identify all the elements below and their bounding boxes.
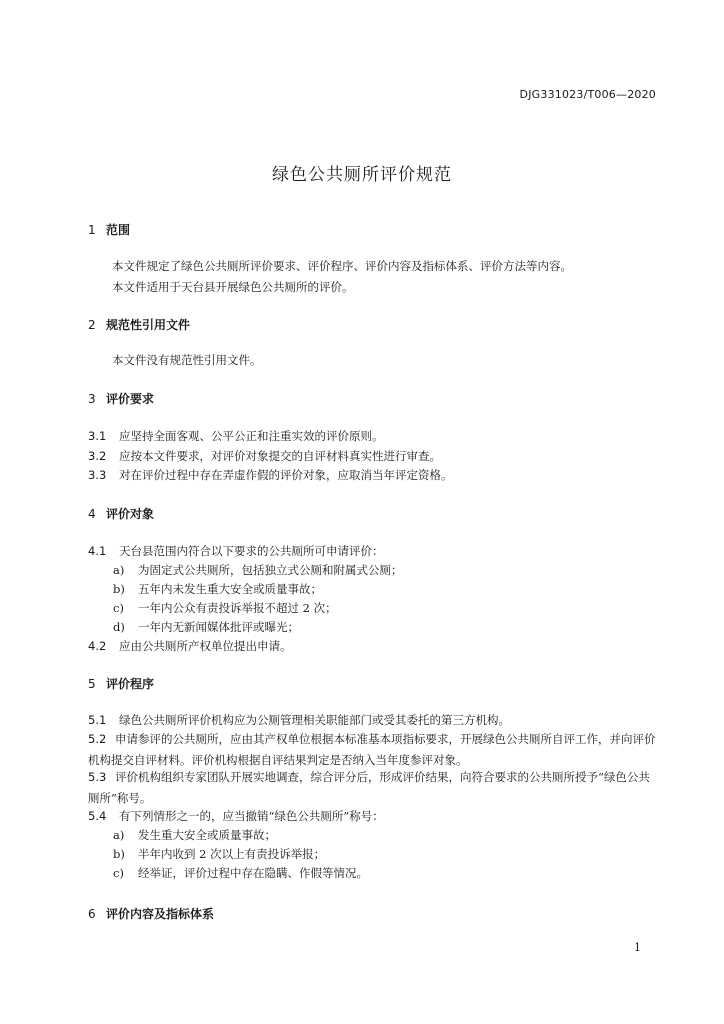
clause-text: 应由公共厕所产权单位提出申请。	[119, 639, 292, 653]
clause	[88, 638, 292, 654]
clause	[88, 767, 658, 809]
list-item	[113, 562, 403, 578]
list-item	[113, 600, 337, 616]
clause	[88, 448, 441, 464]
list-marker: b)	[113, 847, 125, 861]
clause-text: 申请参评的公共厕所，应由其产权单位根据本标准基本项指标要求，开展绿色公共厕所自评工作，并向评价机构提交自评材料。评价机构根据自评结果判定是否纳入当年度参评对象。	[88, 732, 656, 767]
page-number: 1	[634, 941, 641, 954]
section-number: 2	[88, 318, 96, 332]
list-marker: b)	[113, 582, 125, 596]
clause-text: 应坚持全面客观、公平公正和注重实效的评价原则。	[119, 429, 384, 443]
list-item	[113, 581, 322, 597]
list-item	[113, 846, 325, 862]
section-title: 评价对象	[106, 507, 155, 521]
section-heading	[88, 221, 130, 238]
list-item-text: 为固定式公共厕所，包括独立式公厕和附属式公厕；	[138, 563, 403, 577]
paragraph: 本文件没有规范性引用文件。	[112, 353, 262, 367]
list-marker: d)	[113, 620, 125, 634]
document-code: DJG331023/T006—2020	[519, 88, 656, 101]
document-title: 绿色公共厕所评价规范	[272, 165, 452, 185]
clause	[88, 729, 658, 771]
list-marker: a)	[113, 828, 125, 842]
section-title: 评价程序	[106, 677, 155, 691]
paragraph: 本文件适用于天台县开展绿色公共厕所的评价。	[112, 280, 354, 294]
clause-number: 5.2	[88, 732, 107, 746]
section-number: 6	[88, 907, 96, 921]
clause-number: 5.3	[88, 770, 107, 784]
section-title: 规范性引用文件	[106, 318, 191, 332]
clause-number: 5.4	[88, 809, 107, 823]
list-item-text: 一年内无新闻媒体批评或曝光；	[138, 620, 299, 634]
list-item-text: 发生重大安全或质量事故；	[138, 828, 276, 842]
list-item-text: 半年内收到 2 次以上有责投诉举报；	[138, 847, 326, 861]
clause-text: 对在评价过程中存在弄虚作假的评价对象，应取消当年评定资格。	[119, 468, 453, 482]
clause	[88, 712, 510, 728]
section-heading	[88, 316, 190, 333]
clause-text: 绿色公共厕所评价机构应为公厕管理相关职能部门或受其委托的第三方机构。	[119, 713, 510, 727]
clause	[88, 428, 384, 444]
clause	[88, 808, 384, 824]
list-item-text: 经举证，评价过程中存在隐瞒、作假等情况。	[138, 866, 368, 880]
clause	[88, 467, 453, 483]
clause-number: 5.1	[88, 713, 107, 727]
section-heading	[88, 505, 154, 522]
list-marker: c)	[113, 866, 124, 880]
section-title: 评价要求	[106, 392, 155, 406]
clause-number: 4.2	[88, 639, 107, 653]
section-number: 5	[88, 677, 96, 691]
list-item	[113, 865, 368, 881]
clause-text: 有下列情形之一的，应当撤销“绿色公共厕所”称号：	[119, 809, 384, 823]
clause-number: 4.1	[88, 544, 107, 558]
clause	[88, 543, 384, 559]
list-marker: c)	[113, 601, 124, 615]
clause-number: 3.1	[88, 429, 107, 443]
list-item-text: 五年内未发生重大安全或质量事故；	[138, 582, 322, 596]
clause-text: 评价机构组织专家团队开展实地调查，综合评分后，形成评价结果，向符合要求的公共厕所授予“绿色公共厕所”称号。	[88, 770, 650, 805]
section-heading	[88, 390, 154, 407]
paragraph: 本文件规定了绿色公共厕所评价要求、评价程序、评价内容及指标体系、评价方法等内容。	[112, 259, 572, 273]
section-number: 3	[88, 392, 96, 406]
section-title: 范围	[106, 223, 131, 237]
list-item	[113, 619, 299, 635]
list-item	[113, 827, 276, 843]
list-item-text: 一年内公众有责投诉举报不超过 2 次；	[138, 601, 337, 615]
clause-number: 3.2	[88, 449, 107, 463]
list-marker: a)	[113, 563, 125, 577]
section-number: 4	[88, 507, 96, 521]
section-heading	[88, 905, 214, 922]
clause-text: 应按本文件要求，对评价对象提交的自评材料真实性进行审查。	[119, 449, 441, 463]
clause-number: 3.3	[88, 468, 107, 482]
section-number: 1	[88, 223, 96, 237]
clause-text: 天台县范围内符合以下要求的公共厕所可申请评价：	[119, 544, 384, 558]
section-title: 评价内容及指标体系	[106, 907, 215, 921]
section-heading	[88, 675, 154, 692]
